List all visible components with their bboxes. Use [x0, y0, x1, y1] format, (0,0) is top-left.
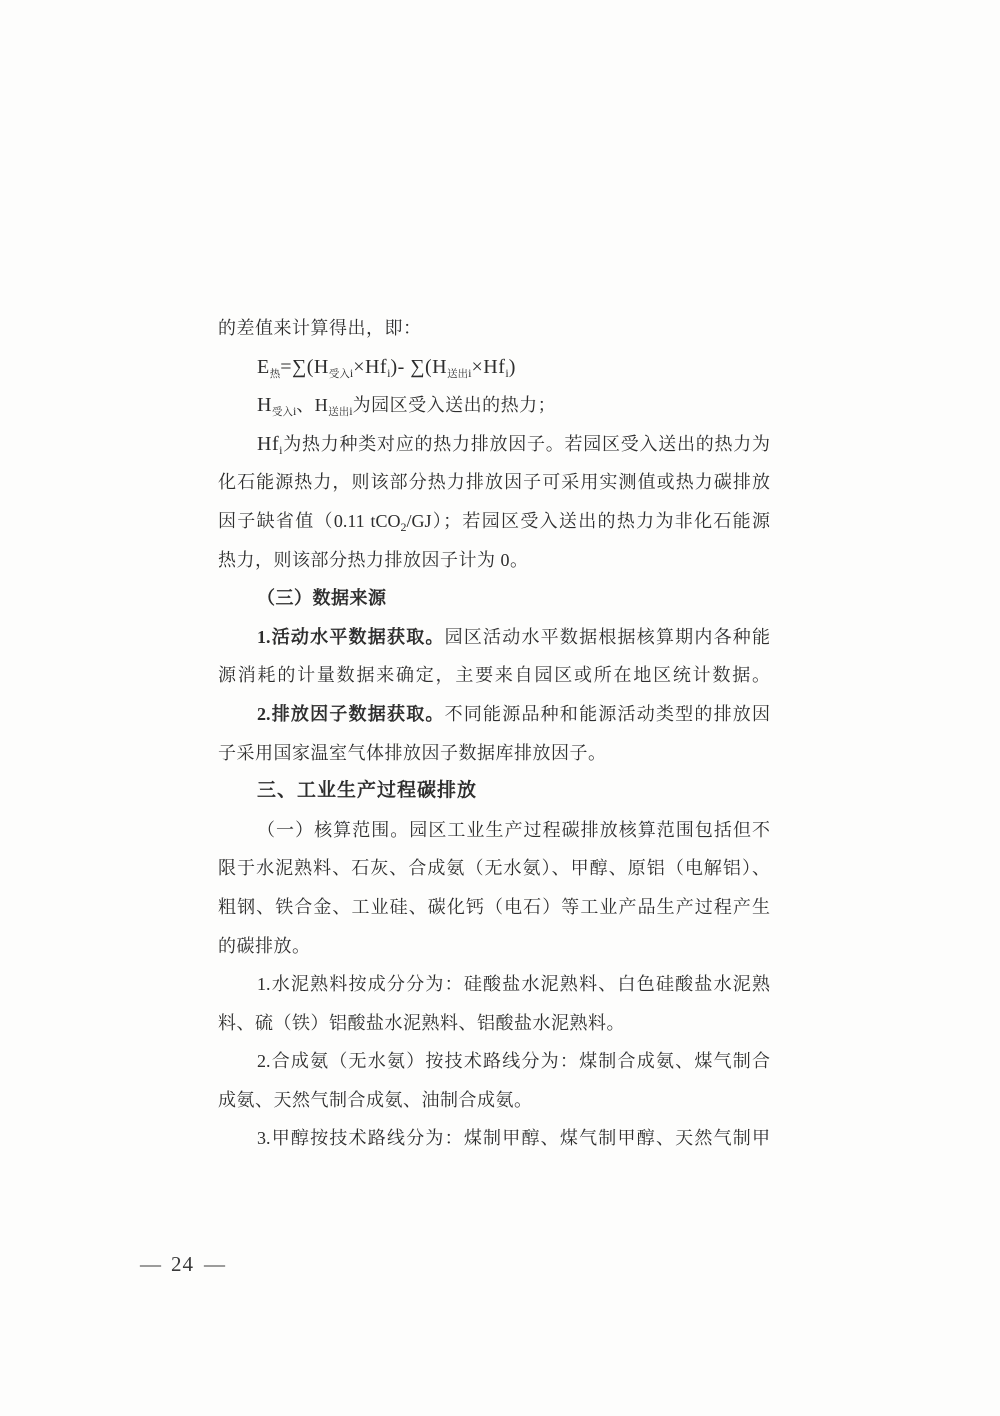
text-segment: 不同能源品种和能源活动类型的排放因	[444, 703, 771, 724]
formula-operator: )- ∑(H	[390, 355, 448, 378]
text-line	[218, 656, 770, 695]
heading-text: 三、工业生产过程碳排放	[257, 780, 478, 802]
text-segment: 限于水泥熟料、石灰、合成氨（无水氨）、甲醇、原铝（电解铝）、	[218, 858, 770, 879]
text-segment: 子采用国家温室气体排放因子数据库排放因子。	[218, 742, 607, 763]
text-segment: 2.合成氨（无水氨）按技术路线分为：煤制合成氨、煤气制合	[257, 1051, 770, 1072]
formula-subscript: i	[279, 442, 283, 457]
footer-page-number	[130, 1252, 235, 1277]
text-segment: 成氨、天然气制合成氨、油制合成氨。	[218, 1089, 533, 1110]
text-line	[218, 425, 770, 464]
text-line	[218, 811, 770, 850]
text-segment: 化石能源热力，则该部分热力排放因子可采用实测值或热力碳排放	[218, 472, 770, 493]
text-segment: （三）数据来源	[257, 588, 387, 609]
formula-subscript: 受入	[328, 368, 350, 380]
text-segment: 热力，则该部分热力排放因子计为 0。	[218, 549, 529, 570]
text-segment: 3.甲醇按技术路线分为：煤制甲醇、煤气制甲醇、天然气制甲	[257, 1128, 770, 1149]
text-segment: 、H	[296, 395, 329, 416]
text-line	[218, 888, 770, 927]
formula-subscript: i	[505, 365, 509, 380]
formula-subscript: i	[468, 365, 472, 380]
text-line	[218, 927, 770, 966]
page-number: 24	[171, 1252, 194, 1276]
text-segment: 源消耗的计量数据来确定，主要来自园区或所在地区统计数据。	[218, 665, 770, 686]
text-segment: 的碳排放。	[218, 935, 311, 956]
text-line	[218, 618, 770, 657]
formula-subscript: i	[387, 365, 391, 380]
formula-operator: =∑(H	[280, 355, 329, 378]
formula-subscript: 受入	[271, 407, 293, 419]
text-segment: 的差值来计算得出，即：	[218, 318, 422, 338]
text-segment: 园区活动水平数据根据核算期内各种能	[444, 626, 771, 647]
document-body	[218, 309, 770, 1158]
text-line	[218, 502, 770, 541]
formula-symbol: H	[257, 394, 272, 417]
text-line	[218, 695, 770, 734]
formula-line	[218, 348, 770, 387]
text-segment: 为园区受入送出的热力；	[352, 395, 557, 416]
text-line	[218, 849, 770, 888]
text-segment: 因子缺省值（0.11 tCO	[218, 510, 401, 531]
text-line	[218, 1042, 770, 1081]
formula-symbol: E	[257, 355, 270, 378]
formula-operator: )	[508, 355, 516, 378]
text-line	[218, 1004, 770, 1043]
bold-lead-segment: 1.活动水平数据获取。	[257, 626, 445, 647]
text-line	[218, 965, 770, 1004]
formula-operator: ×Hf	[471, 355, 506, 378]
formula-subscript: 送出	[447, 368, 469, 380]
formula-subscript: i	[292, 404, 297, 419]
text-segment: 为热力种类对应的热力排放因子。若园区受入送出的热力为	[282, 433, 770, 454]
formula-line	[218, 386, 770, 425]
text-segment: 1.水泥熟料按成分分为：硅酸盐水泥熟料、白色硅酸盐水泥熟	[257, 974, 770, 995]
text-line	[218, 309, 770, 348]
subsection-heading	[218, 579, 770, 618]
bold-lead-segment: 2.排放因子数据获取。	[257, 703, 445, 724]
text-line	[218, 463, 770, 502]
text-segment: 料、硫（铁）铝酸盐水泥熟料、铝酸盐水泥熟料。	[218, 1012, 625, 1033]
footer-right-dash: —	[204, 1252, 225, 1276]
text-segment: /GJ）；若园区受入送出的热力为非化石能源	[406, 510, 770, 531]
section-heading	[218, 772, 770, 811]
text-line	[218, 1119, 770, 1158]
text-segment: 粗钢、铁合金、工业硅、碳化钙（电石）等工业产品生产过程产生	[218, 896, 770, 917]
formula-symbol: Hf	[257, 432, 280, 455]
formula-subscript: i	[349, 365, 354, 380]
formula-subscript: 送出	[328, 407, 350, 419]
text-line	[218, 541, 770, 580]
footer-left-dash: —	[140, 1252, 161, 1276]
text-line	[218, 1081, 770, 1120]
formula-subscript: i	[349, 404, 353, 419]
formula-operator: ×Hf	[353, 355, 388, 378]
text-segment: （一）核算范围。园区工业生产过程碳排放核算范围包括但不	[257, 819, 770, 840]
formula-subscript: 2	[400, 519, 407, 534]
text-line	[218, 734, 770, 773]
formula-subscript: 热	[269, 368, 281, 380]
